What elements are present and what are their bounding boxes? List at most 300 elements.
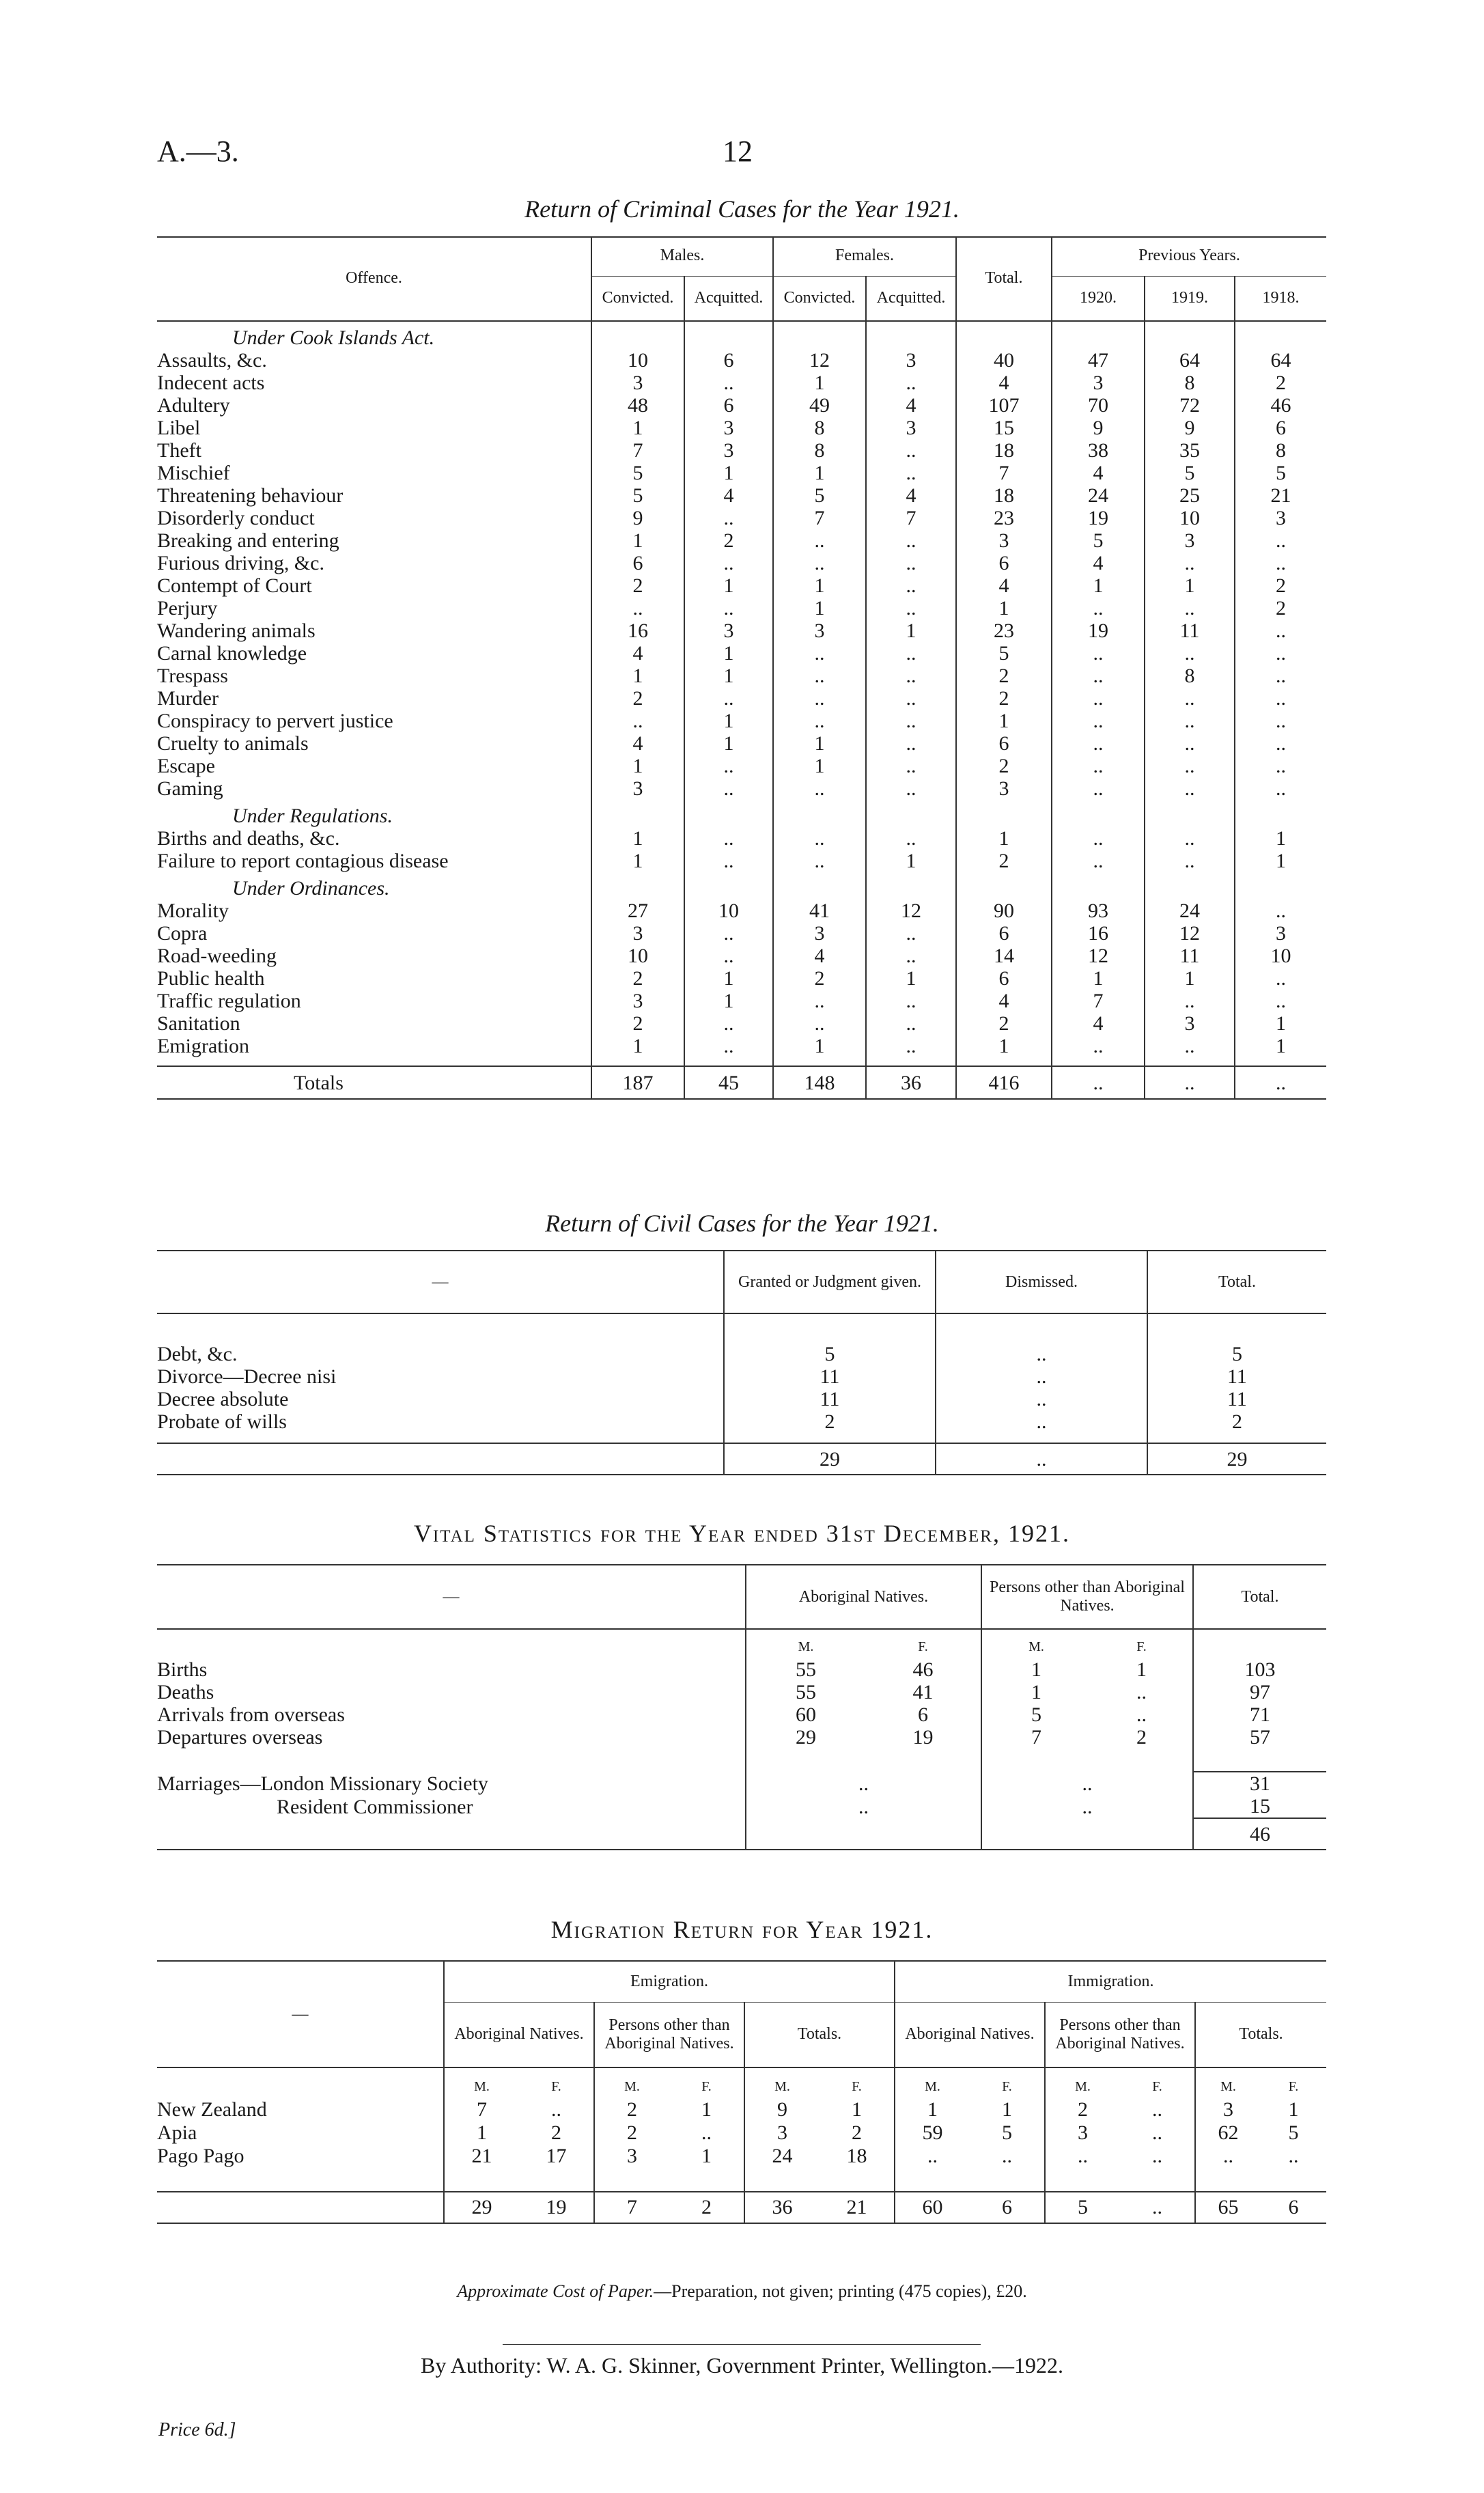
count-cell: 3 xyxy=(594,2145,669,2168)
offence-name: Perjury xyxy=(157,597,218,619)
count-cell: 2 xyxy=(956,687,1052,710)
offence-name: Road-weeding xyxy=(157,945,277,967)
count-cell: 62 xyxy=(1195,2121,1261,2145)
count-cell: 5 xyxy=(591,484,684,507)
count-cell: 2 xyxy=(591,687,684,710)
marriage-label: Marriages—London Missionary Society xyxy=(157,1772,488,1795)
count-cell: 4 xyxy=(591,732,684,755)
count-cell: .. xyxy=(936,1365,1147,1388)
count-cell: 3 xyxy=(866,417,956,439)
offence-name: Libel xyxy=(157,417,201,439)
count-cell: .. xyxy=(684,922,773,945)
count-cell: 1 xyxy=(1002,2098,1012,2121)
migration-table xyxy=(157,1960,1326,2224)
vital-title: Vital Statistics for the Year ended 31st December, 1921. xyxy=(413,1520,1070,1547)
count-cell: 93 xyxy=(1052,900,1145,922)
count-cell: 4 xyxy=(591,642,684,665)
count-cell: .. xyxy=(1145,827,1235,850)
count-cell: 9 xyxy=(1052,417,1145,439)
count-cell: 1 xyxy=(956,1035,1052,1057)
count-cell: .. xyxy=(866,552,956,574)
civil-total-granted: 29 xyxy=(724,1443,936,1475)
count-cell: 24 xyxy=(1052,484,1145,507)
count-cell: 1 xyxy=(773,732,866,755)
count-cell: 1 xyxy=(684,574,773,597)
count-cell: 5 xyxy=(1147,1343,1326,1365)
year-1919-header: 1919. xyxy=(1145,276,1235,321)
count-cell: 10 xyxy=(684,900,773,922)
count-cell: .. xyxy=(866,755,956,777)
count-cell: .. xyxy=(1052,642,1145,665)
count-cell: 11 xyxy=(1147,1388,1326,1410)
count-cell: .. xyxy=(591,710,684,732)
count-cell: 29 xyxy=(746,1726,865,1749)
count-cell: .. xyxy=(1052,755,1145,777)
count-cell: 1 xyxy=(591,417,684,439)
count-cell: 90 xyxy=(956,900,1052,922)
count-cell: .. xyxy=(1052,665,1145,687)
count-cell: 4 xyxy=(1052,462,1145,484)
count-cell: 2 xyxy=(1147,1410,1326,1433)
female-subheader: F. xyxy=(918,1639,928,1654)
count-cell: .. xyxy=(591,597,684,619)
total-cell: .. xyxy=(1152,2196,1162,2218)
count-cell: .. xyxy=(1145,642,1235,665)
migration-blank-header: — xyxy=(292,2005,309,2023)
count-cell: 15 xyxy=(956,417,1052,439)
male-subheader: M. xyxy=(1045,2067,1120,2098)
count-cell: .. xyxy=(551,2098,561,2121)
count-cell: 57 xyxy=(1193,1726,1326,1749)
count-cell: 2 xyxy=(594,2121,669,2145)
total-cell: 29 xyxy=(444,2192,519,2223)
count-cell: 14 xyxy=(956,945,1052,967)
count-cell: 2 xyxy=(1235,597,1326,619)
count-cell: .. xyxy=(1145,990,1235,1012)
count-cell: .. xyxy=(684,1012,773,1035)
count-cell: 4 xyxy=(866,484,956,507)
count-cell: 18 xyxy=(956,439,1052,462)
table-row xyxy=(157,2145,1326,2168)
table-row xyxy=(157,417,1326,439)
count-cell: 5 xyxy=(1235,462,1326,484)
count-cell: .. xyxy=(1235,529,1326,552)
count-cell: 1 xyxy=(591,827,684,850)
count-cell: 10 xyxy=(1145,507,1235,529)
count-cell: 8 xyxy=(773,417,866,439)
civil-total-dismissed: .. xyxy=(936,1443,1147,1475)
count-cell: 1 xyxy=(444,2121,519,2145)
count-cell: 4 xyxy=(773,945,866,967)
count-cell: 107 xyxy=(956,394,1052,417)
count-cell: .. xyxy=(866,597,956,619)
count-cell: 5 xyxy=(773,484,866,507)
count-cell: .. xyxy=(866,1012,956,1035)
count-cell: 46 xyxy=(912,1658,934,1681)
offence-name: Copra xyxy=(157,922,208,945)
count-cell: .. xyxy=(1052,1035,1145,1057)
count-cell: .. xyxy=(866,1035,956,1057)
count-cell: .. xyxy=(773,827,866,850)
vital-statistics-table xyxy=(157,1564,1326,1850)
count-cell: 19 xyxy=(1052,507,1145,529)
female-subheader: F. xyxy=(701,2079,712,2094)
count-cell: 6 xyxy=(591,552,684,574)
count-cell: 8 xyxy=(1145,665,1235,687)
count-cell: 47 xyxy=(1052,349,1145,372)
female-subheader: F. xyxy=(1152,2079,1162,2094)
count-cell: .. xyxy=(1235,900,1326,922)
count-cell: 4 xyxy=(1052,552,1145,574)
dismissed-header: Dismissed. xyxy=(936,1251,1147,1313)
female-subheader: F. xyxy=(551,2079,561,2094)
table-row xyxy=(157,574,1326,597)
emigration-header: Emigration. xyxy=(444,1961,895,2002)
count-cell: .. xyxy=(866,687,956,710)
marriage-row xyxy=(157,1795,1326,1818)
count-cell: .. xyxy=(1145,755,1235,777)
footer-rule xyxy=(503,2344,981,2345)
count-cell: .. xyxy=(1235,990,1326,1012)
count-cell: .. xyxy=(866,529,956,552)
count-cell: 12 xyxy=(866,900,956,922)
offence-name: Traffic regulation xyxy=(157,990,301,1012)
count-cell: 3 xyxy=(1145,1012,1235,1035)
count-cell: .. xyxy=(866,945,956,967)
count-cell: .. xyxy=(1235,665,1326,687)
count-cell: 2 xyxy=(591,574,684,597)
count-cell: 1 xyxy=(981,1658,1091,1681)
count-cell: 6 xyxy=(684,394,773,417)
table-row xyxy=(157,529,1326,552)
count-cell: .. xyxy=(1145,552,1235,574)
count-cell: 1 xyxy=(591,1035,684,1057)
total-cell: 65 xyxy=(1195,2192,1261,2223)
count-cell: .. xyxy=(895,2145,970,2168)
male-subheader: M. xyxy=(981,1629,1091,1658)
count-cell: .. xyxy=(746,1795,981,1818)
count-cell: 4 xyxy=(956,574,1052,597)
criminal-title: Return of Criminal Cases for the Year 1921. xyxy=(524,195,960,223)
count-cell: .. xyxy=(773,529,866,552)
immigration-header: Immigration. xyxy=(895,1961,1326,2002)
count-cell: .. xyxy=(1052,777,1145,800)
count-cell: .. xyxy=(1235,777,1326,800)
criminal-cases-table xyxy=(157,236,1326,1100)
count-cell: 3 xyxy=(956,529,1052,552)
males-header: Males. xyxy=(591,236,773,276)
emig-others-header: Persons other than Aboriginal Natives. xyxy=(594,2002,744,2067)
total-cell: 45 xyxy=(684,1066,773,1099)
count-cell: .. xyxy=(1052,732,1145,755)
count-cell: 1 xyxy=(591,665,684,687)
place-name: New Zealand xyxy=(157,2098,267,2121)
table-row xyxy=(157,462,1326,484)
count-cell: .. xyxy=(684,507,773,529)
table-row xyxy=(157,1012,1326,1035)
count-cell: .. xyxy=(866,642,956,665)
offence-name: Wandering animals xyxy=(157,619,316,642)
offence-name: Emigration xyxy=(157,1035,249,1057)
table-row xyxy=(157,777,1326,800)
cost-text: —Preparation, not given; printing (475 copies), £20. xyxy=(654,2281,1027,2301)
granted-header: Granted or Judgment given. xyxy=(724,1251,936,1313)
count-cell: 2 xyxy=(956,1012,1052,1035)
count-cell: .. xyxy=(1235,687,1326,710)
count-cell: .. xyxy=(866,462,956,484)
count-cell: .. xyxy=(773,777,866,800)
table-row xyxy=(157,900,1326,922)
civil-cases-table xyxy=(157,1250,1326,1475)
count-cell: 1 xyxy=(701,2145,712,2167)
count-cell: .. xyxy=(1052,827,1145,850)
imm-totals-header: Totals. xyxy=(1195,2002,1326,2067)
count-cell: 16 xyxy=(591,619,684,642)
cost-note xyxy=(0,2281,1484,2302)
count-cell: 40 xyxy=(956,349,1052,372)
section-heading-row xyxy=(157,321,1326,349)
table-row xyxy=(157,687,1326,710)
count-cell: 4 xyxy=(956,990,1052,1012)
count-cell: 48 xyxy=(591,394,684,417)
count-cell: .. xyxy=(684,827,773,850)
count-cell: 4 xyxy=(956,372,1052,394)
count-cell: 19 xyxy=(912,1726,934,1749)
count-cell: .. xyxy=(1145,777,1235,800)
count-cell: 11 xyxy=(1147,1365,1326,1388)
count-cell: 1 xyxy=(684,665,773,687)
count-cell: .. xyxy=(684,1035,773,1057)
count-cell: 24 xyxy=(1145,900,1235,922)
count-cell: 72 xyxy=(1145,394,1235,417)
case-type: Divorce—Decree nisi xyxy=(157,1365,337,1388)
count-cell: 1 xyxy=(591,850,684,872)
females-header: Females. xyxy=(773,236,956,276)
count-cell: .. xyxy=(1235,710,1326,732)
count-cell: .. xyxy=(1235,732,1326,755)
page-number: 12 xyxy=(723,135,753,168)
table-row xyxy=(157,642,1326,665)
count-cell: 9 xyxy=(744,2098,820,2121)
section-heading: Under Regulations. xyxy=(232,805,393,827)
total-cell: .. xyxy=(1145,1066,1235,1099)
count-cell: 1 xyxy=(895,2098,970,2121)
count-cell: .. xyxy=(866,372,956,394)
count-cell: 1 xyxy=(591,755,684,777)
emig-totals-header: Totals. xyxy=(744,2002,895,2067)
count-cell: 11 xyxy=(1145,619,1235,642)
count-cell: 2 xyxy=(956,665,1052,687)
offence-name: Morality xyxy=(157,900,229,922)
count-cell: 3 xyxy=(1235,507,1326,529)
count-cell: 2 xyxy=(594,2098,669,2121)
count-cell: .. xyxy=(773,1012,866,1035)
count-cell: .. xyxy=(1045,2145,1120,2168)
offence-name: Adultery xyxy=(157,394,230,417)
count-cell: .. xyxy=(866,777,956,800)
offence-name: Escape xyxy=(157,755,215,777)
male-subheader: M. xyxy=(594,2067,669,2098)
total-cell: 7 xyxy=(594,2192,669,2223)
count-cell: .. xyxy=(773,552,866,574)
count-cell: 5 xyxy=(956,642,1052,665)
total-cell: 2 xyxy=(701,2196,712,2218)
female-subheader: F. xyxy=(1002,2079,1012,2094)
offence-name: Murder xyxy=(157,687,219,710)
table-row xyxy=(157,1388,1326,1410)
offence-name: Cruelty to animals xyxy=(157,732,309,755)
count-cell: 1 xyxy=(684,732,773,755)
males-acquitted-header: Acquitted. xyxy=(684,276,773,321)
total-cell: 36 xyxy=(866,1066,956,1099)
count-cell: 1 xyxy=(773,462,866,484)
count-cell: 11 xyxy=(724,1365,936,1388)
table-row xyxy=(157,349,1326,372)
count-cell: .. xyxy=(866,827,956,850)
count-cell: 7 xyxy=(866,507,956,529)
table-row xyxy=(157,1681,1326,1703)
place-name: Apia xyxy=(157,2121,197,2144)
count-cell: 4 xyxy=(866,394,956,417)
count-cell: 6 xyxy=(956,967,1052,990)
count-cell: .. xyxy=(773,990,866,1012)
case-type: Probate of wills xyxy=(157,1410,287,1433)
offence-name: Carnal knowledge xyxy=(157,642,307,665)
table-row xyxy=(157,507,1326,529)
offence-name: Disorderly conduct xyxy=(157,507,315,529)
table-row xyxy=(157,710,1326,732)
males-convicted-header: Convicted. xyxy=(591,276,684,321)
count-cell: 1 xyxy=(1136,1658,1147,1681)
count-cell: 7 xyxy=(444,2098,519,2121)
count-cell: 1 xyxy=(773,597,866,619)
count-cell: 1 xyxy=(773,1035,866,1057)
cost-label: Approximate Cost of Paper. xyxy=(457,2281,654,2301)
count-cell: 10 xyxy=(591,349,684,372)
count-cell: 18 xyxy=(846,2145,867,2167)
count-cell: 7 xyxy=(591,439,684,462)
civil-grand-total: 29 xyxy=(1147,1443,1326,1475)
count-cell: 1 xyxy=(981,1681,1091,1703)
table-row xyxy=(157,1410,1326,1433)
female-subheader: F. xyxy=(1136,1639,1147,1654)
count-cell: .. xyxy=(684,850,773,872)
count-cell: 3 xyxy=(1235,922,1326,945)
count-cell: 1 xyxy=(1235,1012,1326,1035)
count-cell: .. xyxy=(1235,552,1326,574)
count-cell: 4 xyxy=(1052,1012,1145,1035)
count-cell: 5 xyxy=(591,462,684,484)
table-row xyxy=(157,619,1326,642)
count-cell: 6 xyxy=(684,349,773,372)
count-cell: .. xyxy=(866,922,956,945)
count-cell: 64 xyxy=(1235,349,1326,372)
offence-name: Indecent acts xyxy=(157,372,265,394)
table-row xyxy=(157,665,1326,687)
count-cell: 11 xyxy=(1145,945,1235,967)
male-subheader: M. xyxy=(444,2067,519,2098)
year-1920-header: 1920. xyxy=(1052,276,1145,321)
count-cell: .. xyxy=(936,1343,1147,1365)
count-cell: 5 xyxy=(724,1343,936,1365)
count-cell: .. xyxy=(1152,2145,1162,2167)
female-subheader: F. xyxy=(1288,2079,1299,2094)
table-row xyxy=(157,1365,1326,1388)
male-subheader: M. xyxy=(744,2067,820,2098)
count-cell: 3 xyxy=(1045,2121,1120,2145)
count-cell: .. xyxy=(773,687,866,710)
count-cell: .. xyxy=(866,574,956,597)
count-cell: 1 xyxy=(1052,967,1145,990)
table-row xyxy=(157,2121,1326,2145)
count-cell: .. xyxy=(1052,687,1145,710)
count-cell: .. xyxy=(684,945,773,967)
count-cell: 3 xyxy=(956,777,1052,800)
count-cell: .. xyxy=(866,710,956,732)
count-cell: .. xyxy=(1145,1035,1235,1057)
table-row xyxy=(157,1726,1326,1749)
females-acquitted-header: Acquitted. xyxy=(866,276,956,321)
count-cell: 6 xyxy=(956,732,1052,755)
offence-name: Sanitation xyxy=(157,1012,240,1035)
count-cell: .. xyxy=(1145,850,1235,872)
count-cell: .. xyxy=(684,552,773,574)
count-cell: .. xyxy=(773,850,866,872)
table-row xyxy=(157,990,1326,1012)
statistic-label: Arrivals from overseas xyxy=(157,1703,345,1726)
count-cell: 1 xyxy=(1235,1035,1326,1057)
male-subheader: M. xyxy=(1195,2067,1261,2098)
count-cell: 9 xyxy=(591,507,684,529)
count-cell: .. xyxy=(936,1410,1147,1433)
count-cell: .. xyxy=(1145,732,1235,755)
count-cell: 1 xyxy=(773,574,866,597)
count-cell: 2 xyxy=(684,529,773,552)
count-cell: 41 xyxy=(773,900,866,922)
count-cell: 2 xyxy=(724,1410,936,1433)
count-cell: 46 xyxy=(1235,394,1326,417)
count-cell: 23 xyxy=(956,507,1052,529)
count-cell: .. xyxy=(684,755,773,777)
count-cell: .. xyxy=(684,777,773,800)
female-subheader: F. xyxy=(852,2079,862,2094)
total-cell: 148 xyxy=(773,1066,866,1099)
statistic-label: Deaths xyxy=(157,1681,214,1703)
total-cell: 36 xyxy=(744,2192,820,2223)
total-cell: 6 xyxy=(1288,2196,1299,2218)
count-cell: 12 xyxy=(1052,945,1145,967)
count-cell: 11 xyxy=(724,1388,936,1410)
count-cell: .. xyxy=(866,439,956,462)
count-cell: .. xyxy=(1235,755,1326,777)
count-cell: 16 xyxy=(1052,922,1145,945)
count-cell: 1 xyxy=(956,597,1052,619)
offence-name: Failure to report contagious disease xyxy=(157,850,449,872)
table-row xyxy=(157,1658,1326,1681)
count-cell: 38 xyxy=(1052,439,1145,462)
count-cell: 5 xyxy=(981,1703,1091,1726)
table-row xyxy=(157,1035,1326,1057)
count-cell: 21 xyxy=(1235,484,1326,507)
count-cell: 41 xyxy=(912,1681,934,1703)
count-cell: .. xyxy=(1235,619,1326,642)
count-cell: 3 xyxy=(744,2121,820,2145)
count-cell: .. xyxy=(1145,687,1235,710)
count-cell: 3 xyxy=(773,922,866,945)
count-cell: 3 xyxy=(591,372,684,394)
count-cell: .. xyxy=(701,2121,712,2144)
count-cell: 103 xyxy=(1193,1658,1326,1681)
